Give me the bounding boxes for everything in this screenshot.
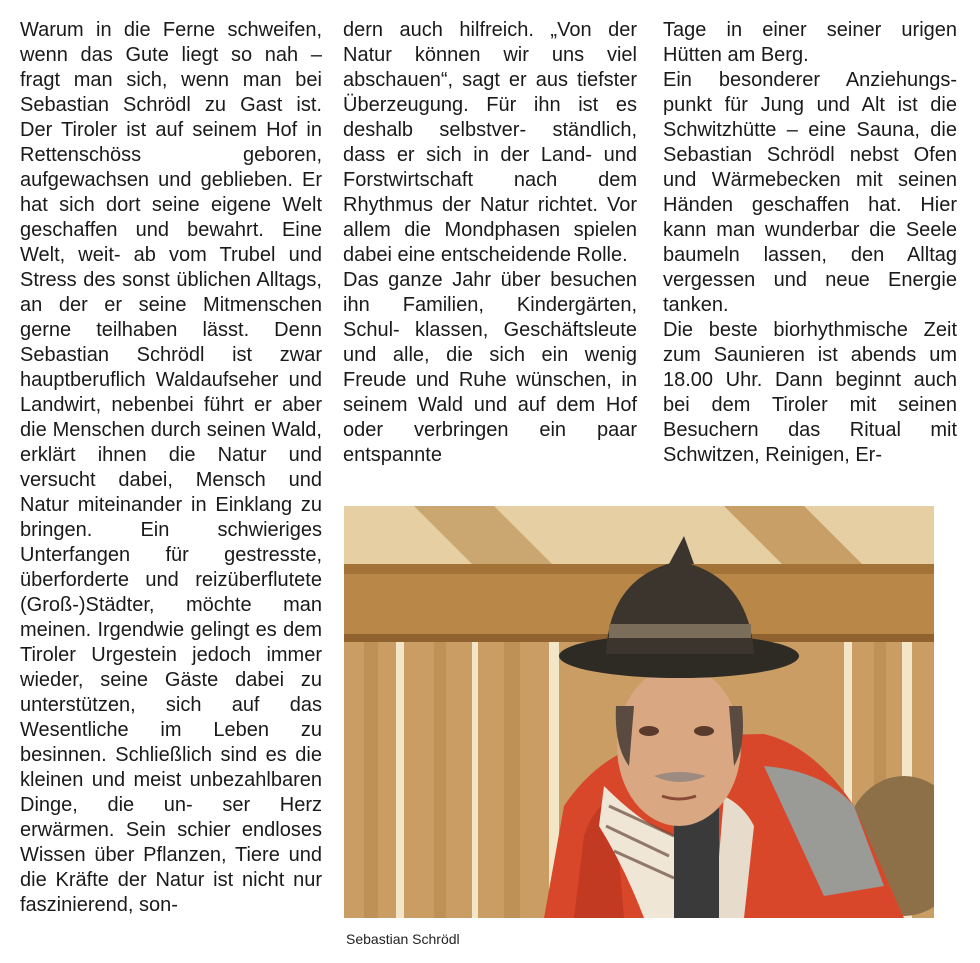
article-paragraph: Warum in die Ferne schweifen, wenn das Gute liegt so nah – fragt man sich, wenn man bei Sebastian Schrödl zu Gast ist. Der Tiroler ist auf seinem Hof in Rettenschöss geboren, aufgewachsen und geblieben. Er hat sich dort seine eigene Welt geschaffen und bewahrt. Eine Welt, weit- ab vom Trubel und Stress des sonst üblichen Alltags, an der er seine Mitmenschen gerne teilhaben lässt. Denn Sebastian Schrödl ist zwar hauptberuflich Waldaufseher und Landwirt, nebenbei führt er aber die Menschen durch seinen Wald, erklärt ihnen die Natur und versucht dabei, Mensch und Natur miteinander in Einklang zu bringen. Ein schwieriges Unterfangen für gestresste, überforderte und reizüberflutete (Groß-)Städter, möchte man meinen. Irgendwie gelingt es dem Tiroler Urgestein jedoch immer wieder, seine Gäste dabei zu unterstützen, sich auf das Wesentliche im Leben zu besinnen. Schließlich sind es die kleinen und meist unbezahlbaren Dinge, die un- ser Herz erwärmen. Sein schier endloses Wissen über Pflanzen, Tiere und die Kräfte der Natur ist nicht nur faszinierend, son- — [20, 19, 322, 916]
article-column-3 — [663, 18, 957, 468]
portrait-illustration — [344, 506, 934, 918]
article-paragraph: Die beste biorhythmische Zeit zum Saunieren ist abends um 18.00 Uhr. Dann beginnt auch bei dem Tiroler mit seinen Besuchern das Ritual mit Schwitzen, Reinigen, Er- — [663, 319, 957, 466]
article-paragraph: dern auch hilfreich. „Von der Natur können wir uns viel abschauen“, sagt er aus tiefster Überzeugung. Für ihn ist es deshalb selbstver- ständlich, dass er sich in der Land- und Forstwirtschaft nach dem Rhythmus der Natur richtet. Vor allem die Mondphasen spielen dabei eine entscheidende Rolle. — [343, 19, 637, 266]
article-paragraph: Das ganze Jahr über besuchen ihn Familien, Kindergärten, Schul- klassen, Geschäftsleute und alle, die sich ein wenig Freude und Ruhe wünschen, in seinem Wald und auf dem Hof oder verbringen ein paar entspannte — [343, 269, 637, 466]
article-paragraph: Tage in einer seiner urigen Hütten am Berg. — [663, 19, 957, 66]
article-paragraph: Ein besonderer Anziehungs- punkt für Jung und Alt ist die Schwitzhütte – eine Sauna, die Sebastian Schrödl nebst Ofen und Wärmebecken mit seinen Händen geschaffen hat. Hier kann man wunderbar die Seele baumeln lassen, den Alltag vergessen und neue Energie tanken. — [663, 69, 957, 316]
portrait-photo — [344, 506, 934, 918]
article-column-2 — [343, 18, 637, 468]
photo-caption: Sebastian Schrödl — [346, 931, 460, 947]
article-column-1 — [20, 18, 322, 918]
